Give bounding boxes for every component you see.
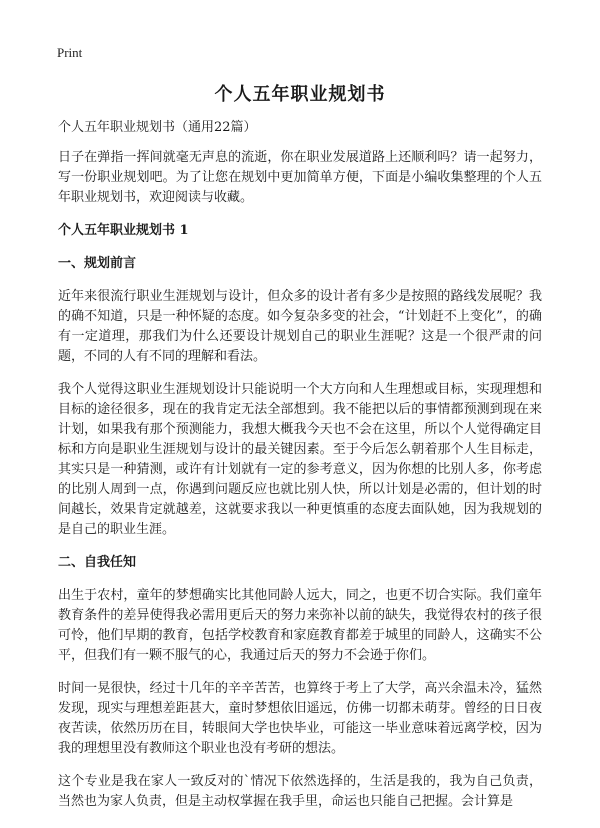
section-paragraph: 出生于农村，童年的梦想确实比其他同龄人远大，同之，也更不切合实际。我们童年教育条件的差异使得我必需用更后天的努力来弥补以前的缺失，我觉得农村的孩子很可怜，他们早期的教育，包括学校教育和家庭教育都差于城里的同龄人，这确实不公平，但我们有一颗不服气的心，我通过后天的努力不会逊于你们。 [58, 588, 542, 663]
document-title: 个人五年职业规划书 [214, 84, 386, 105]
section-paragraph: 近年来很流行职业生涯规划与设计，但众多的设计者有多少是按照的路线发展呢？我的确不知道，只是一种怀疑的态度。如今复杂多变的社会，“计划赶不上变化”，的确有一定道理，那我们为什么还要设计规划自己的职业生涯呢？这是一个很严肃的问题，不同的人有不同的理解和看法。 [58, 289, 542, 364]
document-subtitle: 个人五年职业规划书（通用22篇） [58, 120, 257, 135]
article-heading: 个人五年职业规划书 1 [58, 223, 189, 238]
intro-paragraph: 日子在弹指一挥间就毫无声息的流逝，你在职业发展道路上还顺利吗？请一起努力，写一份职业规划吧。为了让您在规划中更加简单方便，下面是小编收集整理的个人五年职业规划书，欢迎阅读与收藏。 [58, 150, 542, 205]
section-heading: 二、自我任知 [58, 555, 137, 570]
print-link[interactable]: Print [57, 45, 83, 60]
section-paragraph: 这个专业是我在家人一致反对的`情况下依然选择的，生活是我的，我为自己负责，当然也为家人负责，但是主动权掌握在我手里，命运也只能自己把握。会计算是 [58, 774, 542, 809]
section-paragraph: 我个人觉得这职业生涯规划设计只能说明一个大方向和人生理想或目标，实现理想和目标的途径很多，现在的我肯定无法全部想到。我不能把以后的事情都预测到现在来计划，如果我有那个预测能力，我想大概我今天也不会在这里，所以个人觉得确定目标和方向是职业生涯规划与设计的最关键因素。至于今后怎么朝着那个人生目标走，其实只是一种猜测，或许有计划就有一定的参考意义，因为你想的比别人多，你考虑的比别人周到一点，你遇到问题反应也就比别人快，所以计划是必需的，但计划的时间越长，效果肯定就越差，这就要求我以一种更慎重的态度去面队她，因为我规划的是自己的职业生涯。 [58, 382, 542, 537]
section-heading: 一、规划前言 [58, 256, 137, 271]
section-paragraph: 时间一晃很快，经过十几年的辛辛苦苦，也算终于考上了大学，高兴余温未冷，猛然发现，现实与理想差距甚大，童时梦想依旧遥远，仿佛一切都未萌芽。曾经的日日夜夜苦读，依然历历在目，转眼间大学也快毕业，可能这一毕业意味着远离学校，因为我的理想里没有教师这个职业也没有考研的想法。 [58, 681, 542, 756]
document-body [58, 118, 542, 825]
